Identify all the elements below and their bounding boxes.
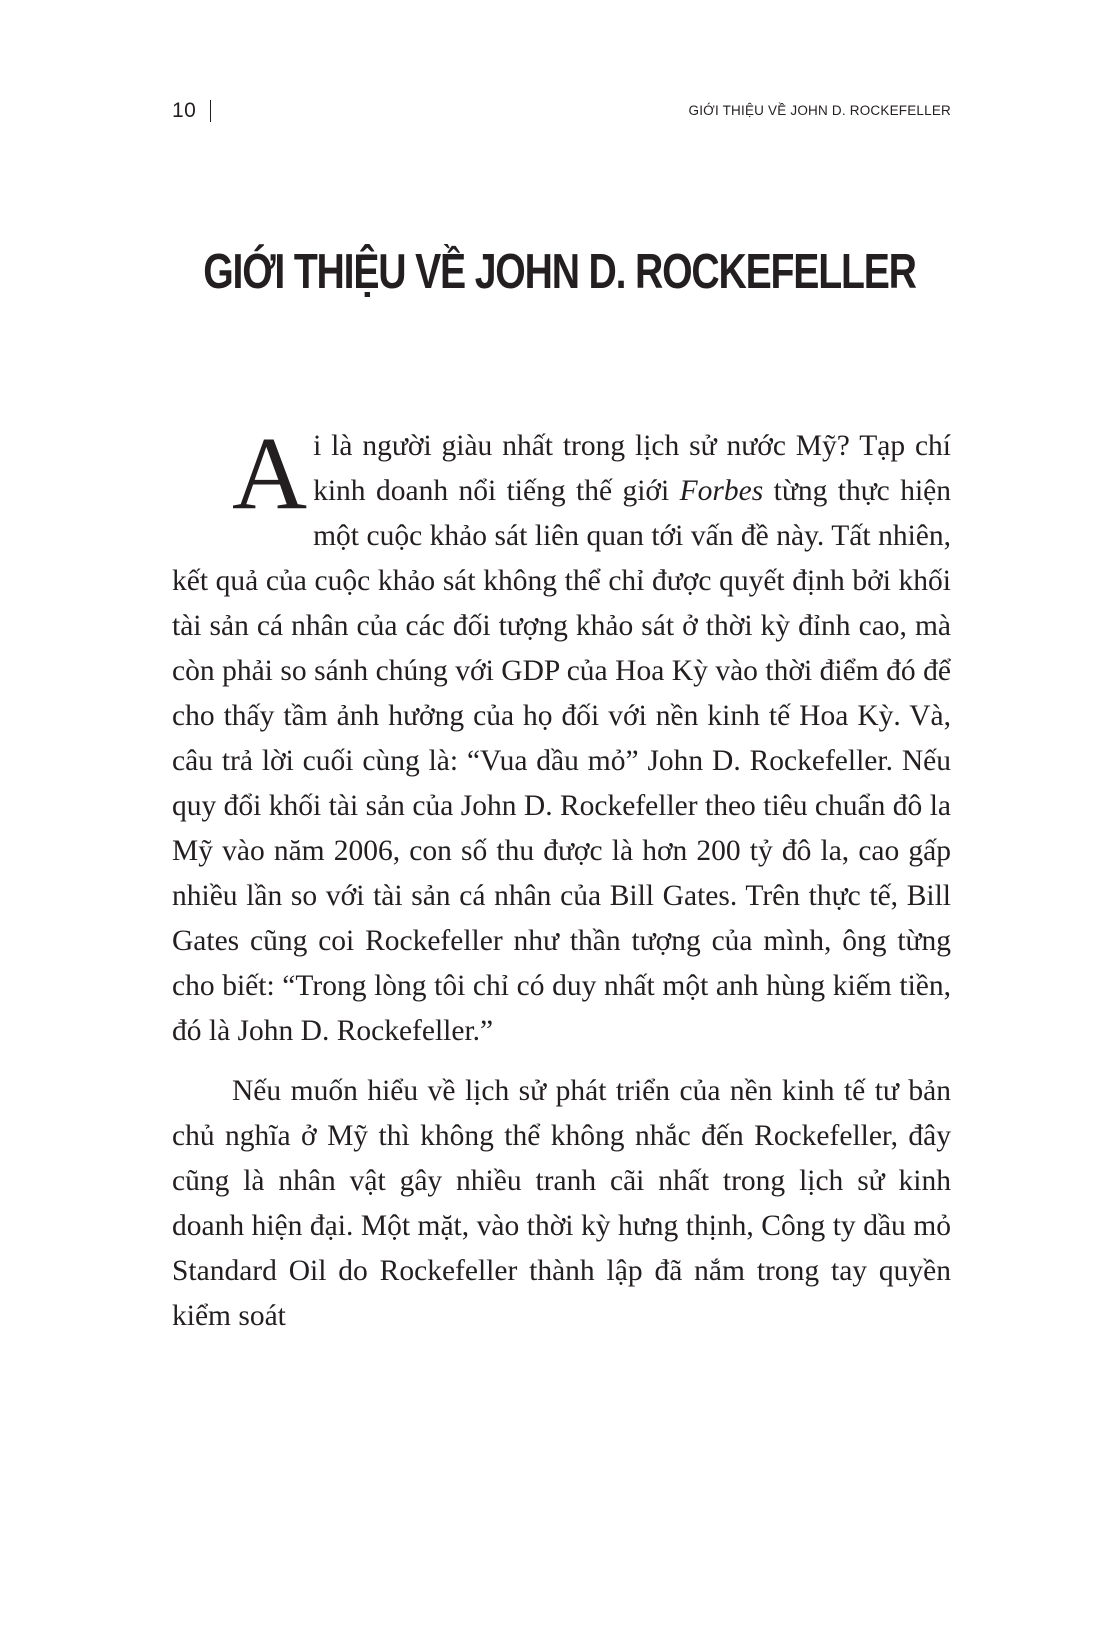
- magazine-name: Forbes: [679, 475, 764, 507]
- paragraph-2: Nếu muốn hiểu về lịch sử phát triển của nền kinh tế tư bản chủ nghĩa ở Mỹ thì không thể không nhắc đến Rockefeller, đây cũng là nhân vật gây nhiều tranh cãi nhất trong lịch sử kinh doanh hiện đại. Một mặt, vào thời kỳ hưng thịnh, Công ty dầu mỏ Standard Oil do Rockefeller thành lập đã nắm trong tay quyền kiểm soát: [172, 1075, 951, 1332]
- paragraph-1-text-b: từng thực hiện một cuộc khảo sát liên quan tới vấn đề này. Tất nhiên, kết quả của cuộc khảo sát không thể chỉ được quyết định bởi khối tài sản cá nhân của các đối tượng khảo sát ở thời kỳ đỉnh cao, mà còn phải so sánh chúng với GDP của Hoa Kỳ vào thời điểm đó để cho thấy tầm ảnh hưởng của họ đối với nền kinh tế Hoa Kỳ. Và, câu trả lời cuối cùng là: “Vua dầu mỏ” John D. Rockefeller. Nếu quy đổi khối tài sản của John D. Rockefeller theo tiêu chuẩn đô la Mỹ vào năm 2006, con số thu được là hơn 200 tỷ đô la, cao gấp nhiều lần so với tài sản cá nhân của Bill Gates. Trên thực tế, Bill Gates cũng coi Rockefeller như thần tượng của mình, ông từng cho biết: “Trong lòng tôi chỉ có duy nhất một anh hùng kiếm tiền, đó là John D. Rockefeller.”: [172, 475, 951, 1047]
- running-head: GIỚI THIỆU VỀ JOHN D. ROCKEFELLER: [688, 103, 951, 118]
- header-divider: [210, 100, 211, 122]
- paragraph-1-text-a: i là người giàu nhất trong lịch sử nước Mỹ? Tạp chí kinh doanh nổi tiếng thế giới: [313, 430, 951, 507]
- page-number: 10: [172, 99, 197, 122]
- drop-cap: A: [232, 416, 308, 531]
- paragraph-1: [172, 416, 951, 1054]
- page-header: [172, 96, 951, 126]
- chapter-title: GIỚI THIỆU VỀ JOHN D. ROCKEFELLER: [203, 245, 916, 299]
- body-text: [172, 416, 951, 1339]
